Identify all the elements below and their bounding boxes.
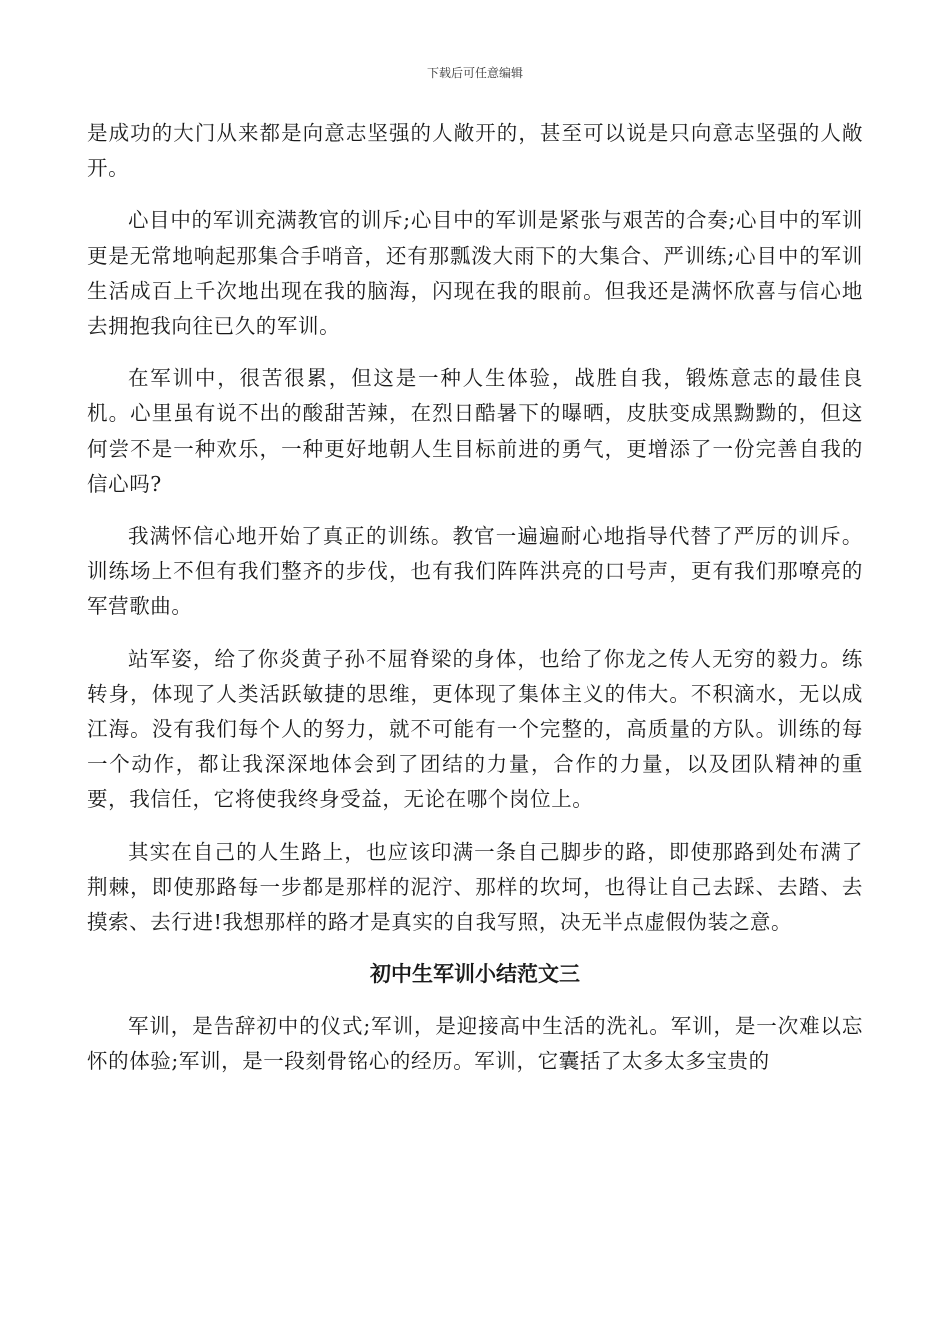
page-header: 下载后可任意编辑 bbox=[426, 66, 523, 80]
paragraph-continuation: 是成功的大门从来都是向意志坚强的人敞开的，甚至可以说是只向意志坚强的人敞开。 bbox=[87, 121, 863, 181]
paragraph: 我满怀信心地开始了真正的训练。教官一遍遍耐心地指导代替了严厉的训斥。训练场上不但有我们整齐的步伐，也有我们阵阵洪亮的口号声，更有我们那嘹亮的军营歌曲。 bbox=[87, 524, 863, 619]
paragraph: 心目中的军训充满教官的训斥;心目中的军训是紧张与艰苦的合奏;心目中的军训更是无常地响起那集合手哨音，还有那瓢泼大雨下的大集合、严训练;心目中的军训生活成百上千次地出现在我的脑海，闪现在我的眼前。但我还是满怀欣喜与信心地去拥抱我向往已久的军训。 bbox=[87, 208, 863, 339]
paragraph: 在军训中，很苦很累，但这是一种人生体验，战胜自我，锻炼意志的最佳良机。心里虽有说不出的酸甜苦辣，在烈日酷暑下的曝晒，皮肤变成黑黝黝的，但这何尝不是一种欢乐，一种更好地朝人生目标前进的勇气，更增添了一份完善自我的信心吗? bbox=[87, 366, 863, 496]
document-body bbox=[87, 116, 863, 1097]
section-title: 初中生军训小结范文三 bbox=[370, 962, 580, 987]
paragraph: 站军姿，给了你炎黄子孙不屈脊梁的身体，也给了你龙之传人无穷的毅力。练转身，体现了人类活跃敏捷的思维，更体现了集体主义的伟大。不积滴水，无以成江海。没有我们每个人的努力，就不可能有一个完整的，高质量的方队。训练的每一个动作，都让我深深地体会到了团结的力量，合作的力量，以及团队精神的重要，我信任，它将使我终身受益，无论在哪个岗位上。 bbox=[87, 646, 863, 812]
paragraph: 军训，是告辞初中的仪式;军训，是迎接高中生活的洗礼。军训，是一次难以忘怀的体验;军训，是一段刻骨铭心的经历。军训，它囊括了太多太多宝贵的 bbox=[87, 1014, 863, 1074]
paragraph: 其实在自己的人生路上，也应该印满一条自己脚步的路，即使那路到处布满了荆棘，即使那路每一步都是那样的泥泞、那样的坎坷，也得让自己去踩、去踏、去摸索、去行进!我想那样的路才是真实的自我写照，决无半点虚假伪装之意。 bbox=[87, 839, 863, 935]
